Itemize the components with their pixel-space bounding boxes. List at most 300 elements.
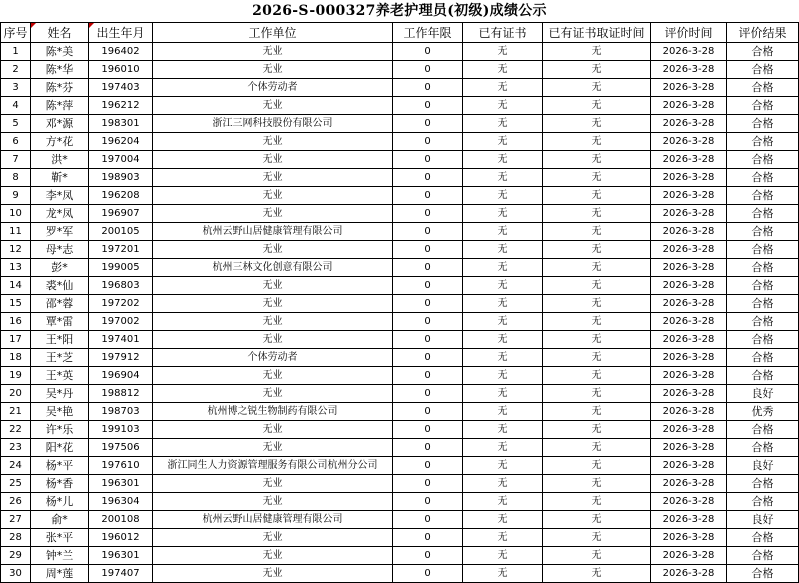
cell-certificate-date: 无 bbox=[543, 421, 651, 439]
cell-employer: 无业 bbox=[153, 61, 393, 79]
cell-employer: 无业 bbox=[153, 295, 393, 313]
cell-years: 0 bbox=[393, 295, 463, 313]
cell-eval-date: 2026-3-28 bbox=[651, 97, 727, 115]
table-row bbox=[1, 511, 799, 529]
cell-years: 0 bbox=[393, 493, 463, 511]
cell-certificate: 无 bbox=[463, 133, 543, 151]
cell-birth: 197002 bbox=[89, 313, 153, 331]
cell-birth: 196010 bbox=[89, 61, 153, 79]
cell-employer: 浙江同生人力资源管理服务有限公司杭州分公司 bbox=[153, 457, 393, 475]
cell-seq: 6 bbox=[1, 133, 31, 151]
cell-eval-result: 合格 bbox=[727, 367, 799, 385]
cell-eval-date: 2026-3-28 bbox=[651, 493, 727, 511]
table-row bbox=[1, 187, 799, 205]
table-row bbox=[1, 259, 799, 277]
header-row bbox=[1, 23, 799, 43]
cell-certificate-date: 无 bbox=[543, 349, 651, 367]
cell-eval-result: 优秀 bbox=[727, 403, 799, 421]
cell-certificate-date: 无 bbox=[543, 79, 651, 97]
cell-name: 罗*军 bbox=[31, 223, 89, 241]
table-row bbox=[1, 61, 799, 79]
cell-name: 吴*丹 bbox=[31, 385, 89, 403]
cell-eval-date: 2026-3-28 bbox=[651, 529, 727, 547]
cell-eval-result: 合格 bbox=[727, 205, 799, 223]
cell-certificate: 无 bbox=[463, 97, 543, 115]
cell-employer: 无业 bbox=[153, 187, 393, 205]
cell-years: 0 bbox=[393, 439, 463, 457]
cell-employer: 无业 bbox=[153, 385, 393, 403]
cell-name: 阳*花 bbox=[31, 439, 89, 457]
cell-certificate: 无 bbox=[463, 79, 543, 97]
cell-eval-date: 2026-3-28 bbox=[651, 259, 727, 277]
cell-years: 0 bbox=[393, 223, 463, 241]
cell-eval-date: 2026-3-28 bbox=[651, 403, 727, 421]
cell-eval-result: 合格 bbox=[727, 61, 799, 79]
cell-eval-date: 2026-3-28 bbox=[651, 169, 727, 187]
cell-seq: 7 bbox=[1, 151, 31, 169]
cell-eval-date: 2026-3-28 bbox=[651, 295, 727, 313]
cell-eval-date: 2026-3-28 bbox=[651, 457, 727, 475]
table-row bbox=[1, 529, 799, 547]
cell-certificate-date: 无 bbox=[543, 547, 651, 565]
cell-certificate: 无 bbox=[463, 205, 543, 223]
table-row bbox=[1, 115, 799, 133]
header-birth bbox=[89, 23, 153, 43]
cell-eval-date: 2026-3-28 bbox=[651, 205, 727, 223]
cell-seq: 24 bbox=[1, 457, 31, 475]
cell-eval-result: 合格 bbox=[727, 259, 799, 277]
cell-eval-result: 良好 bbox=[727, 511, 799, 529]
cell-eval-date: 2026-3-28 bbox=[651, 43, 727, 61]
cell-seq: 12 bbox=[1, 241, 31, 259]
cell-employer: 无业 bbox=[153, 547, 393, 565]
table-row bbox=[1, 421, 799, 439]
cell-employer: 个体劳动者 bbox=[153, 349, 393, 367]
cell-eval-result: 合格 bbox=[727, 97, 799, 115]
cell-certificate: 无 bbox=[463, 403, 543, 421]
cell-eval-date: 2026-3-28 bbox=[651, 385, 727, 403]
cell-seq: 15 bbox=[1, 295, 31, 313]
cell-certificate: 无 bbox=[463, 313, 543, 331]
cell-certificate-date: 无 bbox=[543, 529, 651, 547]
cell-seq: 2 bbox=[1, 61, 31, 79]
cell-certificate-date: 无 bbox=[543, 151, 651, 169]
header-seq: 序号 bbox=[1, 23, 31, 43]
cell-certificate: 无 bbox=[463, 367, 543, 385]
cell-eval-date: 2026-3-28 bbox=[651, 439, 727, 457]
cell-eval-date: 2026-3-28 bbox=[651, 187, 727, 205]
table-row bbox=[1, 97, 799, 115]
cell-name: 张*平 bbox=[31, 529, 89, 547]
cell-seq: 14 bbox=[1, 277, 31, 295]
cell-years: 0 bbox=[393, 169, 463, 187]
cell-certificate-date: 无 bbox=[543, 223, 651, 241]
cell-name: 彭* bbox=[31, 259, 89, 277]
cell-certificate: 无 bbox=[463, 187, 543, 205]
header-certificate-date: 已有证书取证时间 bbox=[543, 23, 651, 43]
cell-employer: 个体劳动者 bbox=[153, 79, 393, 97]
cell-eval-date: 2026-3-28 bbox=[651, 421, 727, 439]
cell-name: 方*花 bbox=[31, 133, 89, 151]
cell-years: 0 bbox=[393, 313, 463, 331]
cell-eval-result: 良好 bbox=[727, 385, 799, 403]
cell-years: 0 bbox=[393, 133, 463, 151]
header-years: 工作年限 bbox=[393, 23, 463, 43]
cell-employer: 浙江三网科技股份有限公司 bbox=[153, 115, 393, 133]
cell-eval-date: 2026-3-28 bbox=[651, 349, 727, 367]
cell-certificate-date: 无 bbox=[543, 241, 651, 259]
header-certificate: 已有证书 bbox=[463, 23, 543, 43]
cell-certificate: 无 bbox=[463, 457, 543, 475]
cell-name: 靳* bbox=[31, 169, 89, 187]
cell-certificate-date: 无 bbox=[543, 295, 651, 313]
cell-certificate: 无 bbox=[463, 475, 543, 493]
cell-certificate: 无 bbox=[463, 169, 543, 187]
table-row bbox=[1, 493, 799, 511]
cell-certificate: 无 bbox=[463, 547, 543, 565]
cell-eval-result: 合格 bbox=[727, 565, 799, 583]
cell-certificate: 无 bbox=[463, 115, 543, 133]
cell-birth: 198301 bbox=[89, 115, 153, 133]
table-row bbox=[1, 169, 799, 187]
cell-certificate-date: 无 bbox=[543, 439, 651, 457]
table-row bbox=[1, 277, 799, 295]
cell-certificate: 无 bbox=[463, 61, 543, 79]
cell-years: 0 bbox=[393, 511, 463, 529]
cell-seq: 1 bbox=[1, 43, 31, 61]
cell-birth: 197610 bbox=[89, 457, 153, 475]
cell-certificate: 无 bbox=[463, 241, 543, 259]
cell-certificate: 无 bbox=[463, 529, 543, 547]
cell-certificate: 无 bbox=[463, 493, 543, 511]
table-row bbox=[1, 349, 799, 367]
cell-eval-result: 合格 bbox=[727, 277, 799, 295]
cell-employer: 无业 bbox=[153, 169, 393, 187]
header-name bbox=[31, 23, 89, 43]
cell-years: 0 bbox=[393, 151, 463, 169]
cell-seq: 13 bbox=[1, 259, 31, 277]
comment-marker bbox=[31, 23, 36, 28]
cell-eval-result: 合格 bbox=[727, 151, 799, 169]
cell-eval-date: 2026-3-28 bbox=[651, 133, 727, 151]
cell-name: 吴*艳 bbox=[31, 403, 89, 421]
cell-birth: 196301 bbox=[89, 475, 153, 493]
cell-certificate-date: 无 bbox=[543, 97, 651, 115]
cell-certificate: 无 bbox=[463, 331, 543, 349]
cell-name: 陈*芬 bbox=[31, 79, 89, 97]
cell-eval-date: 2026-3-28 bbox=[651, 241, 727, 259]
cell-certificate-date: 无 bbox=[543, 493, 651, 511]
table-row bbox=[1, 43, 799, 61]
cell-eval-result: 合格 bbox=[727, 313, 799, 331]
table-body bbox=[1, 43, 799, 583]
cell-certificate-date: 无 bbox=[543, 511, 651, 529]
table-row bbox=[1, 205, 799, 223]
cell-eval-result: 合格 bbox=[727, 475, 799, 493]
cell-seq: 3 bbox=[1, 79, 31, 97]
table-row bbox=[1, 439, 799, 457]
cell-certificate-date: 无 bbox=[543, 331, 651, 349]
cell-employer: 无业 bbox=[153, 421, 393, 439]
cell-certificate-date: 无 bbox=[543, 259, 651, 277]
cell-name: 许*乐 bbox=[31, 421, 89, 439]
cell-eval-date: 2026-3-28 bbox=[651, 79, 727, 97]
cell-birth: 198703 bbox=[89, 403, 153, 421]
cell-eval-date: 2026-3-28 bbox=[651, 115, 727, 133]
cell-seq: 11 bbox=[1, 223, 31, 241]
cell-seq: 21 bbox=[1, 403, 31, 421]
cell-certificate: 无 bbox=[463, 349, 543, 367]
cell-years: 0 bbox=[393, 331, 463, 349]
cell-birth: 199103 bbox=[89, 421, 153, 439]
table-row bbox=[1, 151, 799, 169]
cell-birth: 200105 bbox=[89, 223, 153, 241]
table-row bbox=[1, 547, 799, 565]
cell-eval-date: 2026-3-28 bbox=[651, 475, 727, 493]
cell-years: 0 bbox=[393, 349, 463, 367]
cell-eval-result: 合格 bbox=[727, 349, 799, 367]
cell-certificate: 无 bbox=[463, 439, 543, 457]
cell-birth: 197403 bbox=[89, 79, 153, 97]
cell-eval-result: 合格 bbox=[727, 547, 799, 565]
cell-employer: 无业 bbox=[153, 313, 393, 331]
header-name-label: 姓名 bbox=[47, 26, 72, 40]
cell-certificate: 无 bbox=[463, 151, 543, 169]
cell-name: 杨*香 bbox=[31, 475, 89, 493]
cell-seq: 29 bbox=[1, 547, 31, 565]
cell-years: 0 bbox=[393, 205, 463, 223]
cell-eval-date: 2026-3-28 bbox=[651, 277, 727, 295]
cell-name: 洪* bbox=[31, 151, 89, 169]
cell-name: 钟*兰 bbox=[31, 547, 89, 565]
header-employer: 工作单位 bbox=[153, 23, 393, 43]
cell-certificate-date: 无 bbox=[543, 187, 651, 205]
cell-certificate-date: 无 bbox=[543, 169, 651, 187]
cell-birth: 196907 bbox=[89, 205, 153, 223]
cell-seq: 4 bbox=[1, 97, 31, 115]
cell-years: 0 bbox=[393, 97, 463, 115]
cell-name: 俞* bbox=[31, 511, 89, 529]
cell-eval-date: 2026-3-28 bbox=[651, 151, 727, 169]
cell-certificate: 无 bbox=[463, 565, 543, 583]
cell-birth: 200108 bbox=[89, 511, 153, 529]
cell-seq: 28 bbox=[1, 529, 31, 547]
cell-name: 李*凤 bbox=[31, 187, 89, 205]
cell-name: 王*阳 bbox=[31, 331, 89, 349]
cell-seq: 5 bbox=[1, 115, 31, 133]
cell-years: 0 bbox=[393, 565, 463, 583]
cell-years: 0 bbox=[393, 367, 463, 385]
cell-certificate: 无 bbox=[463, 43, 543, 61]
cell-years: 0 bbox=[393, 187, 463, 205]
cell-seq: 17 bbox=[1, 331, 31, 349]
table-row bbox=[1, 223, 799, 241]
cell-eval-date: 2026-3-28 bbox=[651, 547, 727, 565]
cell-seq: 9 bbox=[1, 187, 31, 205]
cell-certificate-date: 无 bbox=[543, 205, 651, 223]
cell-certificate-date: 无 bbox=[543, 313, 651, 331]
cell-birth: 197407 bbox=[89, 565, 153, 583]
header-eval-date: 评价时间 bbox=[651, 23, 727, 43]
cell-employer: 无业 bbox=[153, 565, 393, 583]
cell-seq: 18 bbox=[1, 349, 31, 367]
cell-birth: 196012 bbox=[89, 529, 153, 547]
table-row bbox=[1, 79, 799, 97]
cell-eval-result: 合格 bbox=[727, 43, 799, 61]
table-row bbox=[1, 241, 799, 259]
cell-eval-result: 合格 bbox=[727, 133, 799, 151]
cell-employer: 无业 bbox=[153, 331, 393, 349]
cell-birth: 196304 bbox=[89, 493, 153, 511]
cell-employer: 无业 bbox=[153, 277, 393, 295]
cell-name: 母*志 bbox=[31, 241, 89, 259]
cell-years: 0 bbox=[393, 403, 463, 421]
table-row bbox=[1, 295, 799, 313]
cell-eval-result: 合格 bbox=[727, 115, 799, 133]
cell-years: 0 bbox=[393, 79, 463, 97]
cell-seq: 20 bbox=[1, 385, 31, 403]
cell-certificate-date: 无 bbox=[543, 115, 651, 133]
cell-years: 0 bbox=[393, 547, 463, 565]
cell-birth: 196212 bbox=[89, 97, 153, 115]
cell-seq: 22 bbox=[1, 421, 31, 439]
cell-certificate-date: 无 bbox=[543, 403, 651, 421]
cell-name: 王*英 bbox=[31, 367, 89, 385]
cell-birth: 198812 bbox=[89, 385, 153, 403]
table-row bbox=[1, 475, 799, 493]
cell-employer: 无业 bbox=[153, 367, 393, 385]
cell-birth: 197401 bbox=[89, 331, 153, 349]
cell-eval-date: 2026-3-28 bbox=[651, 313, 727, 331]
comment-marker bbox=[89, 23, 94, 28]
cell-employer: 杭州博之锐生物制药有限公司 bbox=[153, 403, 393, 421]
cell-eval-date: 2026-3-28 bbox=[651, 511, 727, 529]
cell-name: 陈*华 bbox=[31, 61, 89, 79]
cell-eval-date: 2026-3-28 bbox=[651, 565, 727, 583]
cell-birth: 197912 bbox=[89, 349, 153, 367]
cell-employer: 无业 bbox=[153, 97, 393, 115]
cell-name: 覃*雷 bbox=[31, 313, 89, 331]
cell-name: 王*芝 bbox=[31, 349, 89, 367]
cell-certificate: 无 bbox=[463, 259, 543, 277]
cell-years: 0 bbox=[393, 385, 463, 403]
cell-years: 0 bbox=[393, 61, 463, 79]
cell-birth: 197201 bbox=[89, 241, 153, 259]
cell-eval-result: 合格 bbox=[727, 421, 799, 439]
cell-seq: 19 bbox=[1, 367, 31, 385]
cell-years: 0 bbox=[393, 277, 463, 295]
table-row bbox=[1, 331, 799, 349]
cell-certificate: 无 bbox=[463, 385, 543, 403]
cell-certificate-date: 无 bbox=[543, 43, 651, 61]
cell-name: 杨*儿 bbox=[31, 493, 89, 511]
cell-eval-result: 合格 bbox=[727, 169, 799, 187]
table-row bbox=[1, 385, 799, 403]
cell-eval-result: 合格 bbox=[727, 241, 799, 259]
cell-eval-result: 合格 bbox=[727, 439, 799, 457]
cell-employer: 无业 bbox=[153, 475, 393, 493]
cell-name: 周*莲 bbox=[31, 565, 89, 583]
cell-name: 龙*凤 bbox=[31, 205, 89, 223]
cell-certificate-date: 无 bbox=[543, 277, 651, 295]
document-title: 2026-S-000327养老护理员(初级)成绩公示 bbox=[252, 3, 547, 19]
cell-certificate-date: 无 bbox=[543, 565, 651, 583]
cell-seq: 23 bbox=[1, 439, 31, 457]
cell-name: 邵*蓉 bbox=[31, 295, 89, 313]
cell-eval-date: 2026-3-28 bbox=[651, 331, 727, 349]
cell-name: 裘*仙 bbox=[31, 277, 89, 295]
cell-certificate: 无 bbox=[463, 223, 543, 241]
cell-employer: 无业 bbox=[153, 241, 393, 259]
cell-years: 0 bbox=[393, 529, 463, 547]
cell-years: 0 bbox=[393, 457, 463, 475]
cell-employer: 杭州三林文化创意有限公司 bbox=[153, 259, 393, 277]
cell-birth: 197202 bbox=[89, 295, 153, 313]
cell-eval-date: 2026-3-28 bbox=[651, 61, 727, 79]
cell-employer: 无业 bbox=[153, 529, 393, 547]
table-row bbox=[1, 403, 799, 421]
cell-years: 0 bbox=[393, 421, 463, 439]
cell-name: 杨*平 bbox=[31, 457, 89, 475]
table-row bbox=[1, 313, 799, 331]
cell-employer: 杭州云野山居健康管理有限公司 bbox=[153, 223, 393, 241]
cell-seq: 26 bbox=[1, 493, 31, 511]
cell-name: 陈*美 bbox=[31, 43, 89, 61]
table-row bbox=[1, 457, 799, 475]
cell-birth: 199005 bbox=[89, 259, 153, 277]
cell-seq: 8 bbox=[1, 169, 31, 187]
cell-certificate: 无 bbox=[463, 277, 543, 295]
table-row bbox=[1, 565, 799, 583]
cell-years: 0 bbox=[393, 115, 463, 133]
header-eval-result: 评价结果 bbox=[727, 23, 799, 43]
cell-eval-result: 良好 bbox=[727, 457, 799, 475]
cell-name: 邓*源 bbox=[31, 115, 89, 133]
cell-birth: 197004 bbox=[89, 151, 153, 169]
cell-employer: 无业 bbox=[153, 43, 393, 61]
cell-eval-date: 2026-3-28 bbox=[651, 367, 727, 385]
cell-certificate-date: 无 bbox=[543, 457, 651, 475]
cell-name: 陈*萍 bbox=[31, 97, 89, 115]
cell-eval-result: 合格 bbox=[727, 529, 799, 547]
cell-birth: 197506 bbox=[89, 439, 153, 457]
cell-employer: 杭州云野山居健康管理有限公司 bbox=[153, 511, 393, 529]
cell-years: 0 bbox=[393, 259, 463, 277]
cell-eval-result: 合格 bbox=[727, 187, 799, 205]
cell-years: 0 bbox=[393, 241, 463, 259]
cell-certificate-date: 无 bbox=[543, 133, 651, 151]
cell-birth: 196904 bbox=[89, 367, 153, 385]
cell-years: 0 bbox=[393, 43, 463, 61]
cell-eval-result: 合格 bbox=[727, 79, 799, 97]
table-row bbox=[1, 367, 799, 385]
cell-employer: 无业 bbox=[153, 151, 393, 169]
cell-seq: 30 bbox=[1, 565, 31, 583]
table-row bbox=[1, 133, 799, 151]
cell-birth: 196204 bbox=[89, 133, 153, 151]
cell-certificate-date: 无 bbox=[543, 367, 651, 385]
cell-certificate-date: 无 bbox=[543, 385, 651, 403]
cell-eval-result: 合格 bbox=[727, 331, 799, 349]
cell-employer: 无业 bbox=[153, 439, 393, 457]
cell-seq: 10 bbox=[1, 205, 31, 223]
cell-seq: 25 bbox=[1, 475, 31, 493]
cell-birth: 196301 bbox=[89, 547, 153, 565]
cell-years: 0 bbox=[393, 475, 463, 493]
cell-seq: 27 bbox=[1, 511, 31, 529]
cell-seq: 16 bbox=[1, 313, 31, 331]
cell-eval-result: 合格 bbox=[727, 223, 799, 241]
